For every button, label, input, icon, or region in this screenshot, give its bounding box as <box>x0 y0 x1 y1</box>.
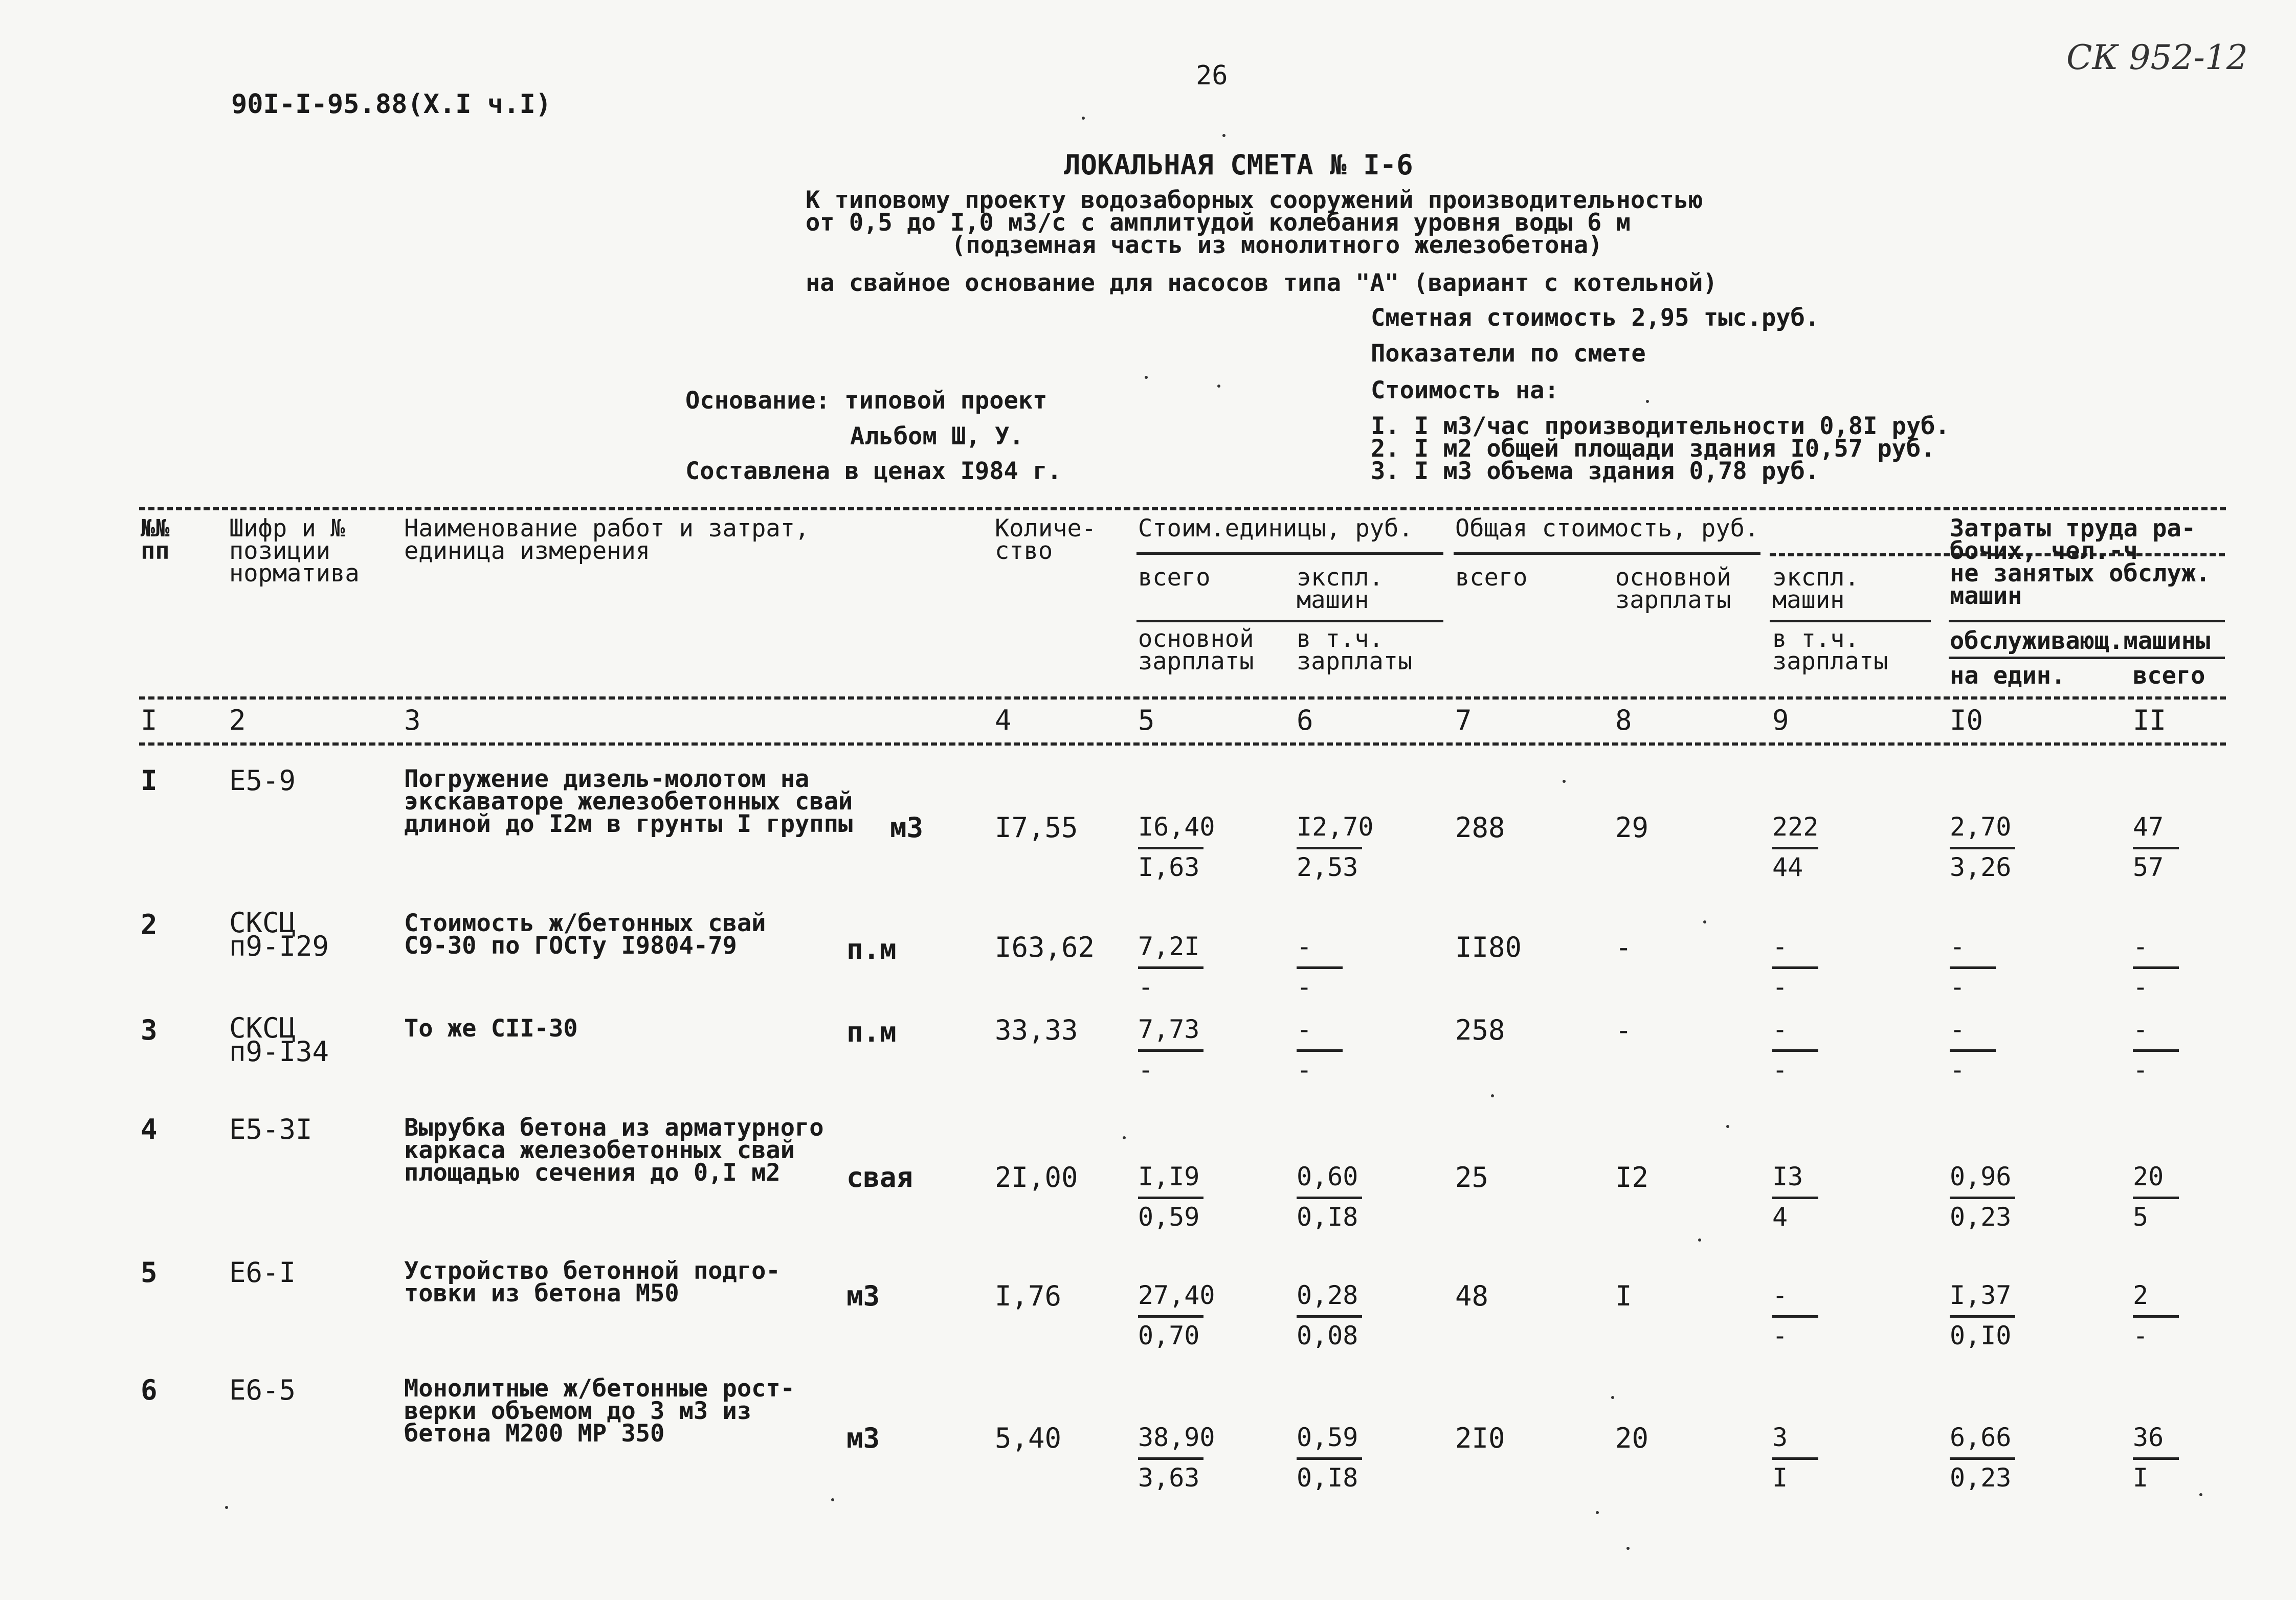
header-code: Шифр и № позиции норматива <box>229 514 360 588</box>
header-total-salary: основной зарплаты <box>1615 564 1731 614</box>
row4-total-machines: I3 4 <box>1772 1164 1864 1230</box>
row3-code: СКСЦ п9-I34 <box>229 1012 329 1068</box>
row4-labor-per-unit: 0,96 0,23 <box>1950 1164 2042 1230</box>
header-num: №№ пп <box>141 514 170 565</box>
row4-total: 25 <box>1455 1161 1489 1193</box>
header-total-machines: экспл. машин <box>1772 564 1859 614</box>
row6-name: Монолитные ж/бетонные рост- верки объемом до 3 м3 из бетона М200 МР 350 <box>404 1374 795 1448</box>
row1-unit: м3 <box>890 812 924 844</box>
row5-total: 48 <box>1455 1280 1489 1312</box>
header-bottom-rule <box>139 696 2226 700</box>
indicators-heading: Показатели по смете <box>1371 340 1646 368</box>
colnum-8: 8 <box>1615 704 1632 736</box>
row4-labor-total: 20 5 <box>2133 1164 2225 1230</box>
header-unit-cost: Стоим.единицы, руб. <box>1138 514 1413 543</box>
row1-num: I <box>141 764 158 797</box>
header-qty: Количе- ство <box>995 514 1097 565</box>
row2-labor-total: - - <box>2133 934 2225 1000</box>
row5-unit-machines: 0,28 0,08 <box>1297 1282 1389 1348</box>
scan-speck <box>1217 385 1220 388</box>
row5-code: Е6-I <box>229 1256 296 1289</box>
row2-qty: I63,62 <box>995 931 1095 963</box>
estimate-title: ЛОКАЛЬНАЯ СМЕТА № I-6 <box>1064 149 1413 181</box>
page-number: 26 <box>1196 60 1228 91</box>
header-total-incl-salary: в т.ч. зарплаты <box>1772 625 1888 675</box>
colnum-2: 2 <box>229 704 246 736</box>
row4-unit-cost: I,I9 0,59 <box>1138 1164 1230 1230</box>
row2-total-machines: - - <box>1772 934 1864 1000</box>
row3-total-salary: - <box>1615 1014 1632 1046</box>
colnum-1: I <box>141 704 158 736</box>
header-unit-machines: экспл. машин <box>1297 564 1384 614</box>
c1011-sub-rule <box>1949 657 2225 659</box>
scan-speck <box>831 1498 834 1501</box>
document-code: 90I-I-95.88(X.I ч.I) <box>231 89 552 120</box>
row3-total-machines: - - <box>1772 1017 1864 1083</box>
row1-unit-machines: I2,70 2,53 <box>1297 812 1374 882</box>
scan-speck <box>1626 1547 1630 1550</box>
scan-speck <box>1145 376 1148 379</box>
row5-total-machines: - - <box>1772 1282 1864 1348</box>
basis-line-3: Составлена в ценах I984 г. <box>685 457 1062 485</box>
row3-qty: 33,33 <box>995 1014 1078 1046</box>
row2-code: СКСЦ п9-I29 <box>229 907 329 962</box>
row6-total-salary: 20 <box>1615 1422 1649 1454</box>
row5-labor-per-unit: I,37 0,I0 <box>1950 1282 2042 1348</box>
row4-name: Вырубка бетона из арматурного каркаса железобетонных свай площадью сечения до 0,I м2 <box>404 1114 824 1187</box>
row3-unit-machines: - - <box>1297 1017 1389 1083</box>
header-unit-incl-salary: в т.ч. зарплаты <box>1297 625 1413 675</box>
row2-name: Стоимость ж/бетонных свай С9-30 по ГОСТу I9804-79 <box>404 909 766 960</box>
colnum-5: 5 <box>1138 704 1155 736</box>
title-line-2: от 0,5 до I,0 м3/с с амплитудой колебания уровня воды 6 м <box>806 209 1631 237</box>
scan-speck <box>1698 1238 1701 1242</box>
row5-qty: I,76 <box>995 1280 1062 1312</box>
title-line-4: на свайное основание для насосов типа "А" (вариант с котельной) <box>806 269 1718 297</box>
row4-code: Е5-3I <box>229 1113 313 1145</box>
row3-total: 258 <box>1455 1014 1505 1046</box>
scan-speck <box>1563 780 1566 783</box>
indicator-1: I. I м3/час производительности 0,8I руб. <box>1371 412 1950 440</box>
row1-code: Е5-9 <box>229 764 296 797</box>
row2-total-salary: - <box>1615 931 1632 963</box>
row4-unit-machines: 0,60 0,I8 <box>1297 1164 1389 1230</box>
indicator-2: 2. I м2 общей площади здания I0,57 руб. <box>1371 435 1935 463</box>
row6-qty: 5,40 <box>995 1422 1062 1454</box>
c56-underline <box>1136 552 1443 555</box>
scan-speck <box>225 1506 228 1509</box>
row1-total: 288 <box>1455 812 1505 844</box>
row1-total-machines: 222 44 <box>1772 812 1819 882</box>
row5-unit: м3 <box>846 1280 880 1312</box>
row1-labor-per-unit: 2,70 3,26 <box>1950 814 2042 880</box>
row1-qty: I7,55 <box>995 812 1078 844</box>
header-total: всего <box>1455 564 1528 592</box>
scan-speck <box>1082 117 1085 120</box>
scan-speck <box>1703 920 1706 923</box>
row6-unit-cost: 38,90 3,63 <box>1138 1423 1215 1493</box>
row3-unit: п.м <box>846 1016 897 1048</box>
scan-speck <box>1646 400 1649 403</box>
row1-name: Погружение дизель-молотом на экскаваторе железобетонных свай длиной до I2м в грунты I группы <box>404 765 853 838</box>
basis-line-2: Альбом Ш, У. <box>850 422 1024 450</box>
header-unit-salary: основной зарплаты <box>1138 625 1254 675</box>
colnum-3: 3 <box>404 704 421 736</box>
colnum-10: I0 <box>1950 704 1983 736</box>
row5-name: Устройство бетонной подго- товки из бетона М50 <box>404 1257 781 1308</box>
row6-labor-per-unit: 6,66 0,23 <box>1950 1425 2042 1491</box>
header-labor-per-unit: на един. <box>1950 662 2066 690</box>
row6-total-machines: 3 I <box>1772 1425 1864 1491</box>
colnum-11: II <box>2133 704 2167 736</box>
row5-labor-total: 2 - <box>2133 1282 2225 1348</box>
c79-underline <box>1454 552 1760 555</box>
indicator-3: 3. I м3 объема здания 0,78 руб. <box>1371 457 1820 485</box>
row6-unit-machines: 0,59 0,I8 <box>1297 1425 1389 1491</box>
colnum-9: 9 <box>1772 704 1789 736</box>
row3-name: То же СII-30 <box>404 1015 578 1043</box>
header-name: Наименование работ и затрат, единица измерения <box>404 514 810 565</box>
row2-num: 2 <box>141 909 158 941</box>
scan-speck <box>2199 1493 2202 1496</box>
header-labor: Затраты труда ра- бочих, чел.-ч не занятых обслуж. машин <box>1950 514 2211 610</box>
row6-unit: м3 <box>846 1422 880 1454</box>
colnum-7: 7 <box>1455 704 1472 736</box>
scan-speck <box>1222 134 1225 137</box>
row1-total-salary: 29 <box>1615 812 1649 844</box>
header-unit-total: всего <box>1138 564 1211 592</box>
cost-on-heading: Стоимость на: <box>1371 376 1559 404</box>
c9-mid-rule <box>1770 620 1931 622</box>
colnum-4: 4 <box>995 704 1012 736</box>
row2-unit-machines: - - <box>1297 934 1389 1000</box>
estimate-cost: Сметная стоимость 2,95 тыс.руб. <box>1371 304 1820 332</box>
row4-num: 4 <box>141 1113 158 1145</box>
row2-unit-cost: 7,2I - <box>1138 934 1230 1000</box>
header-labor-total: всего <box>2133 662 2205 690</box>
title-line-3: (подземная часть из монолитного железобетона) <box>951 231 1603 259</box>
row1-unit-cost: I6,40 I,63 <box>1138 812 1215 882</box>
row5-num: 5 <box>141 1256 158 1289</box>
colnum-bottom-rule <box>139 742 2226 746</box>
row4-qty: 2I,00 <box>995 1161 1078 1193</box>
row2-unit: п.м <box>846 933 897 965</box>
row5-total-salary: I <box>1615 1280 1632 1312</box>
scan-speck <box>1611 1396 1614 1399</box>
scan-speck <box>1596 1511 1599 1514</box>
row3-labor-total: - - <box>2133 1017 2225 1083</box>
row2-total: II80 <box>1455 931 1522 963</box>
title-line-1: К типовому проекту водозаборных сооружений производительностью <box>806 186 1703 214</box>
row3-unit-cost: 7,73 - <box>1138 1017 1230 1083</box>
header-labor-service: обслуживающ.машины <box>1950 627 2211 655</box>
row6-labor-total: 36 I <box>2133 1425 2225 1491</box>
row6-num: 6 <box>141 1374 158 1406</box>
row4-total-salary: I2 <box>1615 1161 1649 1193</box>
row4-unit: свая <box>846 1161 913 1193</box>
basis-line-1: Основание: типовой проект <box>685 387 1047 415</box>
table-top-rule <box>139 507 2226 510</box>
colnum-6: 6 <box>1297 704 1313 736</box>
row2-labor-per-unit: - - <box>1950 934 2042 1000</box>
row1-labor-total: 47 57 <box>2133 814 2225 880</box>
c56-mid-rule <box>1136 620 1443 622</box>
scan-speck <box>1491 1094 1494 1097</box>
scan-speck <box>1123 1136 1126 1139</box>
row3-num: 3 <box>141 1014 158 1046</box>
c1011-mid-rule <box>1949 620 2225 622</box>
row3-labor-per-unit: - - <box>1950 1017 2042 1083</box>
row6-code: Е6-5 <box>229 1374 296 1406</box>
scan-speck <box>1726 1125 1729 1128</box>
archive-stamp: СК 952-12 <box>2066 38 2248 77</box>
row6-total: 2I0 <box>1455 1422 1505 1454</box>
row5-unit-cost: 27,40 0,70 <box>1138 1280 1215 1350</box>
header-total-cost: Общая стоимость, руб. <box>1455 514 1759 543</box>
